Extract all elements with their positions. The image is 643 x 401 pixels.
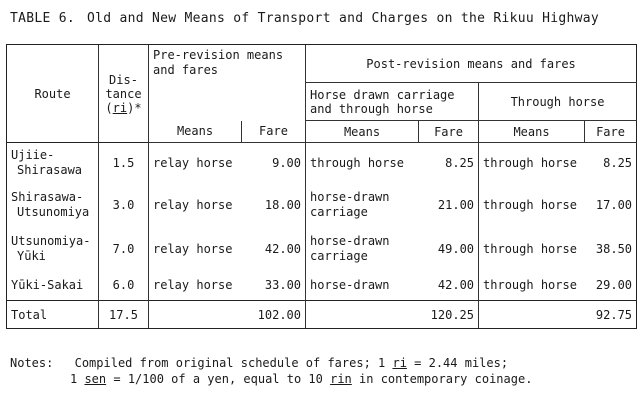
hd-means-cell — [306, 183, 419, 227]
th-means-cell: through horse — [479, 143, 585, 183]
pre-fare-cell: 33.00 — [264, 278, 302, 293]
header-fare: Fare — [419, 121, 479, 143]
table-title-text: Old and New Means of Transport and Charges on the Rikuu Highway — [87, 11, 599, 26]
distance-cell: 6.0 — [99, 271, 149, 301]
header-distance-unit: (ri)* — [105, 100, 142, 115]
header-fare: Fare — [242, 121, 306, 143]
route-line: Utsunomiya- — [11, 233, 91, 248]
table-number: TABLE 6. — [10, 11, 76, 26]
hd-means-cell: through horse — [306, 143, 419, 183]
th-means-cell: through horse — [479, 271, 585, 301]
table-notes — [10, 355, 532, 387]
header-means: Means — [149, 121, 242, 143]
hd-means-cell — [306, 227, 419, 271]
notes-line-1 — [61, 356, 509, 370]
header-distance-line: tance — [105, 86, 142, 101]
distance-cell: 1.5 — [99, 143, 149, 183]
header-distance — [99, 45, 149, 143]
header-post-revision: Post-revision means and fares — [306, 45, 637, 83]
route-cell: Yūki-Sakai — [7, 271, 99, 301]
route-line: Shirasawa- — [11, 189, 84, 204]
th-means-cell: through horse — [479, 227, 585, 271]
header-horse-drawn: Horse drawn carriage and through horse — [306, 83, 479, 121]
hd-means-cell: horse-drawn — [306, 271, 419, 301]
notes-unit-ri: ri — [392, 356, 407, 370]
hd-fare-cell: 49.00 — [437, 241, 475, 256]
hd-means-line: carriage — [310, 248, 368, 263]
th-fare-cell: 38.50 — [585, 227, 637, 271]
header-through-horse: Through horse — [479, 83, 637, 121]
pre-fare-cell: 42.00 — [264, 241, 302, 256]
table-row — [7, 271, 637, 301]
header-means: Means — [306, 121, 419, 143]
total-th-means — [479, 301, 585, 329]
route-cell — [7, 143, 99, 183]
notes-text: Compiled from original schedule of fares; 1 — [74, 356, 393, 370]
hd-fare-cell: 21.00 — [437, 197, 475, 212]
hd-fare-cell: 8.25 — [419, 143, 479, 183]
header-means: Means — [479, 121, 585, 143]
table-row — [7, 227, 637, 271]
total-label: Total — [7, 301, 99, 329]
th-fare-cell: 17.00 — [585, 183, 637, 227]
total-pre-fare: 102.00 — [242, 301, 306, 329]
table-row — [7, 183, 637, 227]
route-line: Ujiie- — [11, 147, 55, 162]
pre-means-cell: relay horse — [149, 271, 242, 301]
notes-line-2 — [10, 371, 532, 387]
total-row — [7, 301, 637, 329]
distance-cell: 3.0 — [99, 183, 149, 227]
pre-means-cell: relay horse — [149, 183, 242, 227]
th-means-cell: through horse — [479, 183, 585, 227]
transport-table — [6, 44, 637, 329]
notes-text: in contemporary coinage. — [351, 372, 533, 386]
hd-means-line: horse-drawn — [310, 233, 390, 248]
route-cell — [7, 183, 99, 227]
total-distance: 17.5 — [99, 301, 149, 329]
notes-unit-rin: rin — [330, 372, 352, 386]
pre-means-cell: relay horse — [149, 143, 242, 183]
header-distance-line: Dis- — [109, 72, 138, 87]
notes-text: = 1/100 of a yen, equal to 10 — [106, 372, 331, 386]
header-route: Route — [7, 45, 99, 143]
hd-means-line: horse-drawn — [310, 189, 390, 204]
route-line: Shirasawa — [17, 162, 83, 177]
route-cell — [7, 227, 99, 271]
header-fare: Fare — [585, 121, 637, 143]
pre-fare-cell: 9.00 — [242, 143, 306, 183]
hd-means-line: carriage — [310, 204, 368, 219]
notes-text: 1 — [70, 372, 85, 386]
th-fare-cell: 8.25 — [585, 143, 637, 183]
total-th-fare: 92.75 — [585, 301, 637, 329]
table-row — [7, 143, 637, 183]
distance-cell: 7.0 — [99, 227, 149, 271]
route-line: Yūki — [17, 248, 46, 263]
pre-means-cell: relay horse — [149, 227, 242, 271]
total-pre-means — [149, 301, 242, 329]
total-hd-fare: 120.25 — [419, 301, 479, 329]
pre-fare-cell: 18.00 — [264, 197, 302, 212]
route-line: Utsunomiya — [17, 204, 90, 219]
notes-label: Notes: — [10, 356, 54, 370]
header-pre-revision: Pre-revision means and fares — [149, 45, 306, 121]
table-title — [10, 11, 599, 26]
notes-unit-sen: sen — [84, 372, 107, 386]
th-fare-cell: 29.00 — [585, 271, 637, 301]
hd-fare-cell: 42.00 — [437, 278, 475, 293]
notes-text: = 2.44 miles; — [406, 356, 509, 370]
total-hd-means — [306, 301, 419, 329]
